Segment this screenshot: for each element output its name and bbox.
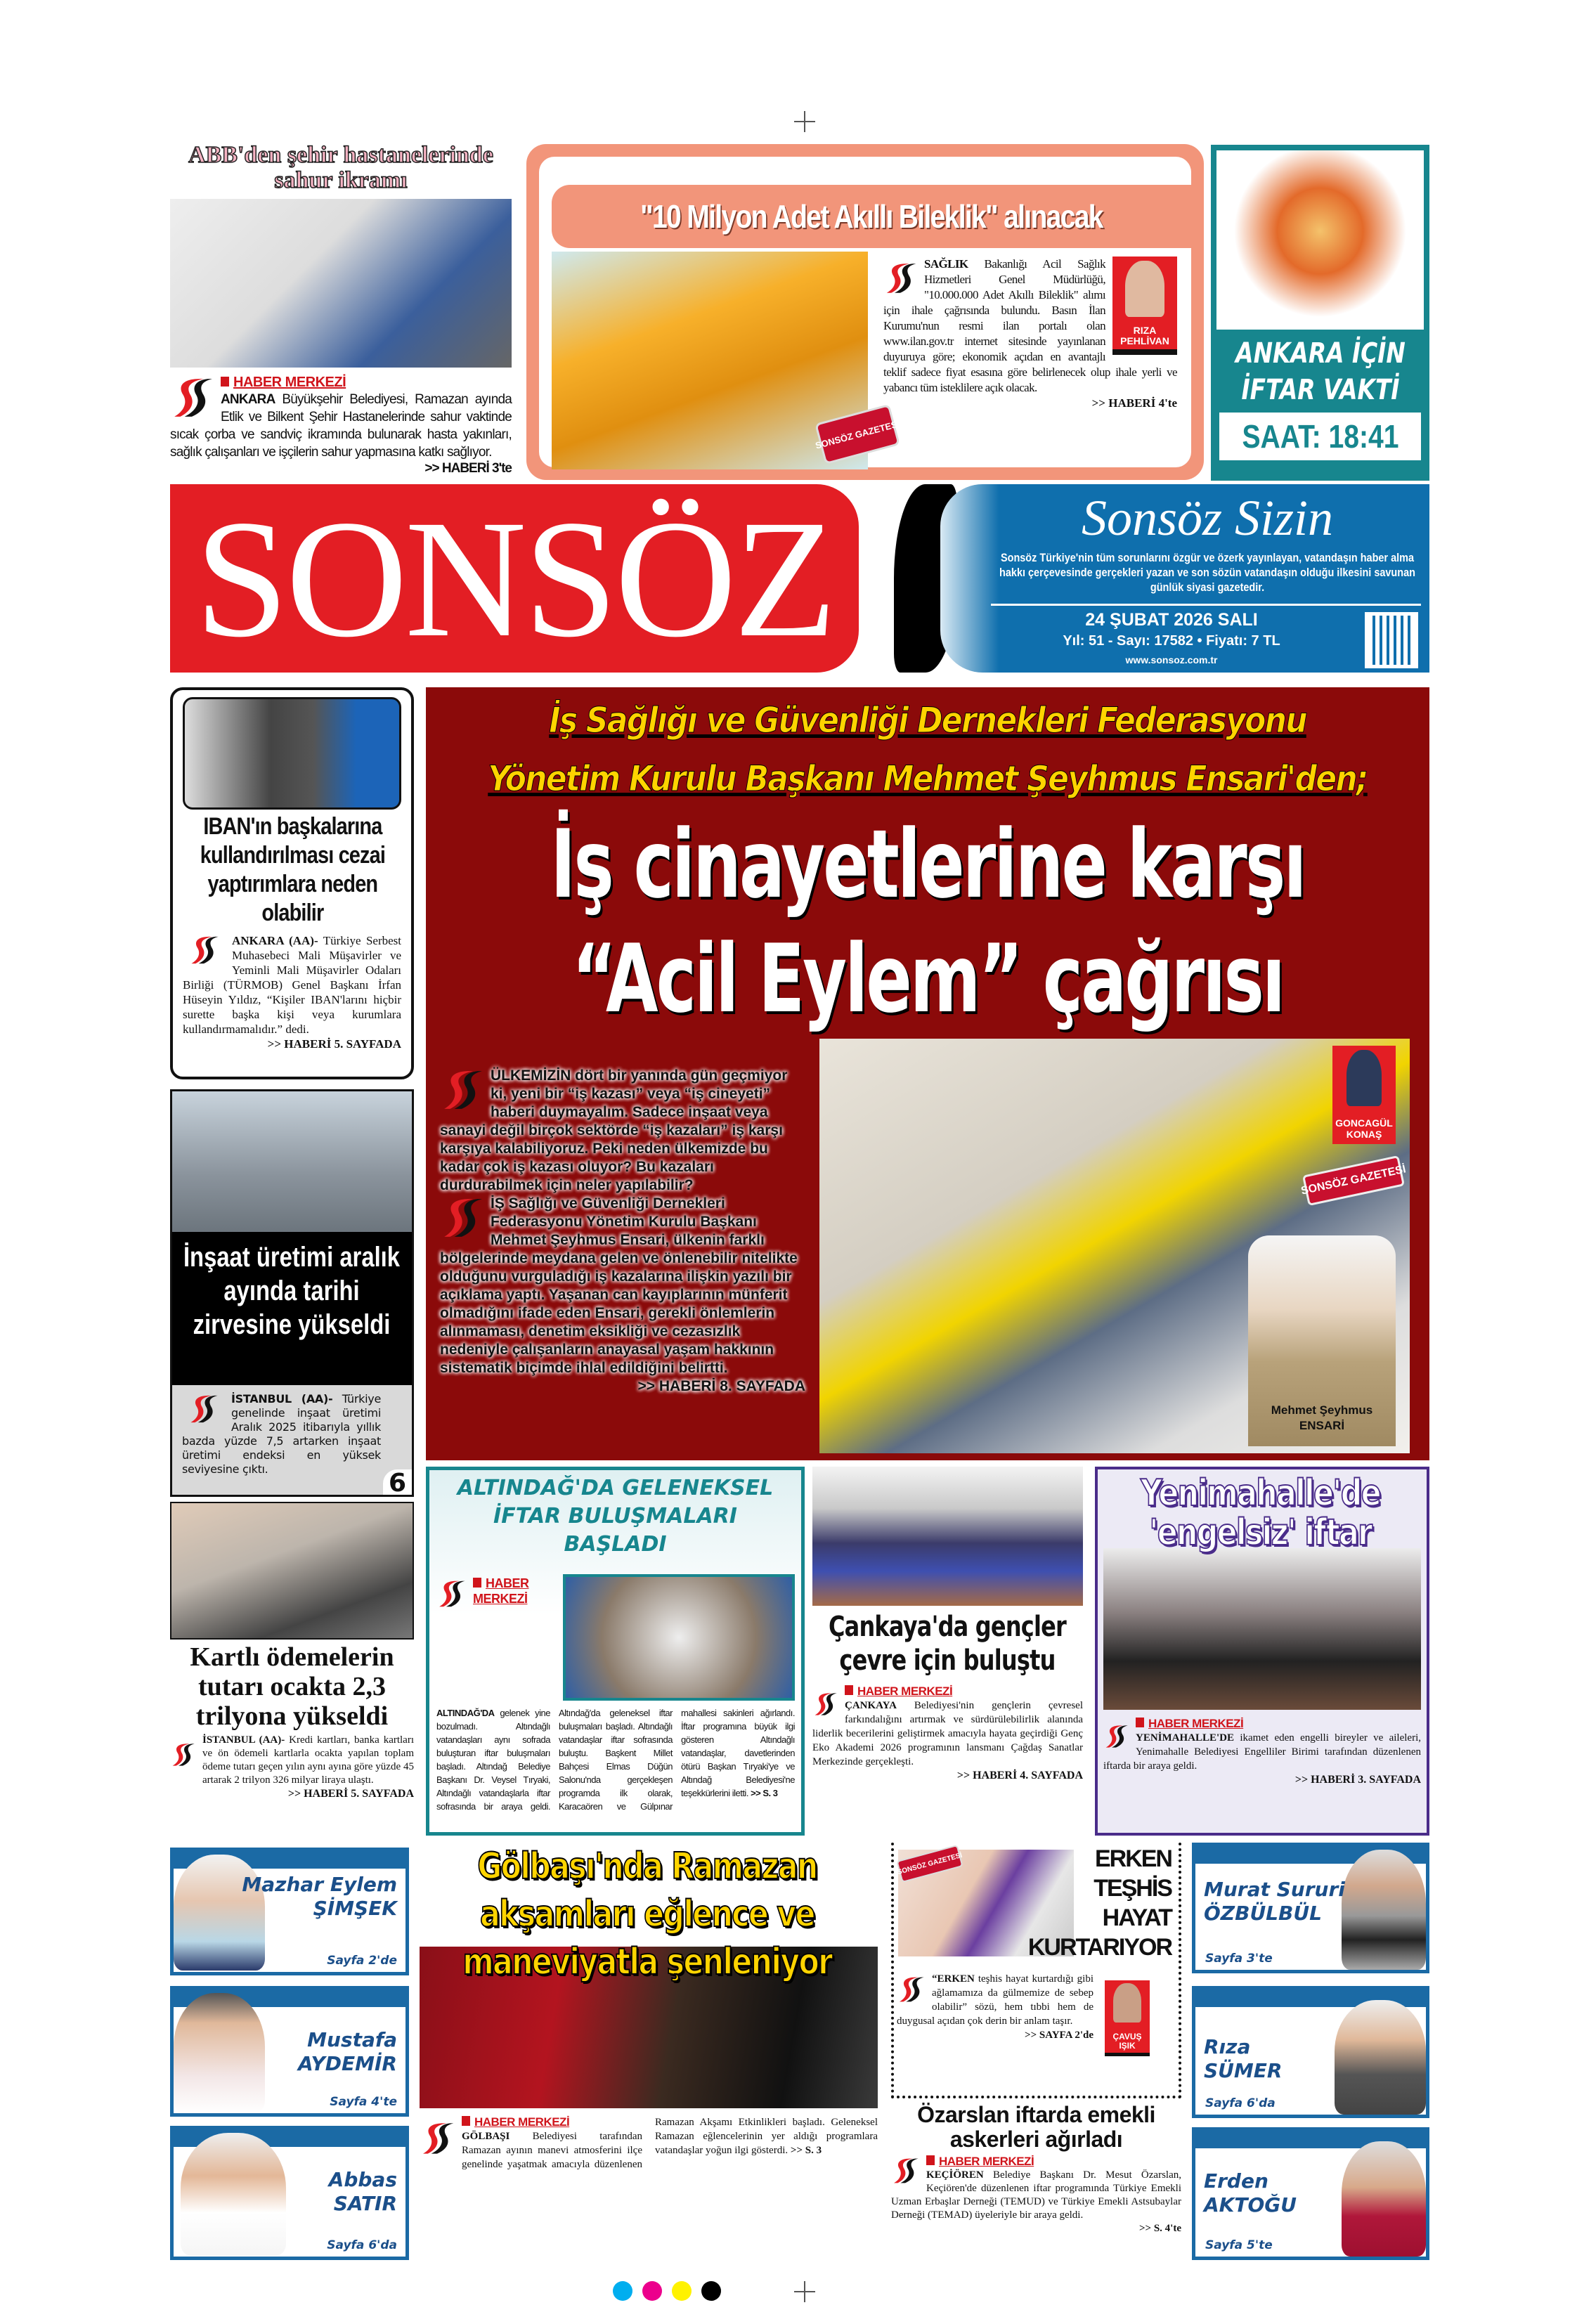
sonsoz-s-logo	[420, 2117, 455, 2160]
story-abb[interactable]	[170, 143, 512, 481]
sonsoz-s-logo	[183, 935, 225, 966]
headline-2: “Acil Eylem” çağrısı	[571, 924, 1284, 1034]
headline: Yenimahalle'de 'engelsiz' iftar	[1141, 1472, 1380, 1554]
masthead	[170, 484, 1429, 673]
story-kartli[interactable]	[170, 1502, 414, 1836]
columnist-card[interactable]	[1192, 1986, 1429, 2118]
byline: HABER MERKEZİ	[420, 2115, 642, 2129]
body: Büyükşehir Belediyesi, Ramazan ayında Etlik ve Bilkent Şehir Hastanelerinde sahur vaktinde sıcak çorba ve sandviç ikramında bulunarak hasta yakınları, sağlık çalışanları ve işçilerin sahur yapmasına katkı sağlıyor.	[170, 392, 512, 460]
reporter-name: RIZA PEHLİVAN	[1120, 325, 1169, 346]
reporter-badge	[1332, 1046, 1396, 1144]
byline: HABER MERKEZİ	[1103, 1717, 1421, 1731]
photo-caption: Mehmet Şeyhmus ENSARİ	[1271, 1403, 1373, 1432]
photo-pos-terminals	[170, 1502, 414, 1640]
paragraph-2: İŞ Sağlığı ve Güvenliği Dernekleri Federasyonu Yönetim Kurulu Başkanı Mehmet Şeyhmus Ensari, ülkenin farklı bölgelerinde meydana gelen ve önlenebilir nitelikte olduğunu vurguladığı iş kazalarına ilişkin yazılı bir açıklama yaptı. Yaşanan can kayıplarının münferit olmadığını ifade eden Ensari, gerekli önlemlerin alınmaması, denetim eksikliği ve cezasızlık nedeniyle çalışanların anayasal yaşam hakkının sistematik biçimde ihlal edildiğini belirtti.	[440, 1195, 798, 1376]
sonsoz-s-logo	[182, 1394, 224, 1424]
stamp-ozel-haber: SONSÖZ GAZETESİ	[815, 404, 900, 465]
reporter-name: GONCAGÜL KONAŞ	[1335, 1117, 1393, 1140]
columnist-first-name: Mazhar Eylem	[242, 1873, 397, 1896]
lead: ÜLKEMİZİN	[491, 1067, 571, 1084]
story-insaat[interactable]	[170, 1089, 414, 1497]
headline: Kartlı ödemelerin tutarı ocakta 2,3 trilyona yükseldi	[190, 1642, 394, 1731]
columnist-first-name: Erden	[1204, 2169, 1268, 2193]
columnist-page: Sayfa 5'te	[1205, 2238, 1273, 2252]
reporter-name: ÇAVUŞ IŞIK	[1112, 2032, 1142, 2051]
headline: ABB'den şehir hastanelerinde sahur ikramı	[188, 142, 493, 193]
columnist-card[interactable]	[170, 1986, 409, 2117]
iftar-line1: ANKARA İÇİN	[1235, 337, 1406, 370]
lead: GÖLBAŞI	[462, 2131, 510, 2142]
body: Türkiye Serbest Muhasebeci Mali Müşavirler ve Yeminli Mali Müşavirler Odaları Birliği (TÜRMOB) Genel Başkanı İrfan Hüseyin Yıldız, “Kişiler IBAN'larını hiçbir surette başka kişi veya kurumlara kullandırmamalıdır.” dedi.	[183, 934, 401, 1036]
columnist-card[interactable]	[1192, 1843, 1429, 1973]
body: Belediyesi'nin gençlerin çevresel farkındalığını artırmak ve sürdürülebilirlik alanında liderlik becerilerini geliştirmek amacıyla hayata geçirdiği Genç Eko Akademi 2026 programının lansmanı Çağdaş Sanatlar Merkezinde gerçekleşti.	[812, 1700, 1083, 1767]
byline: HABER MERKEZİ	[812, 1684, 1083, 1699]
iftar-line2: İFTAR VAKTİ	[1240, 374, 1400, 406]
body-columns	[436, 1706, 795, 1813]
columnist-card[interactable]	[170, 2126, 409, 2260]
body: Türkiye genelinde inşaat üretimi Aralık 2025 itibarıyla yıllık bazda yüzde 7,5 artarken inşaat üretimi endeksi en yüksek seviyesine çıktı.	[182, 1392, 381, 1476]
mission-statement: Sonsöz Türkiye'nin tüm sorunlarını özgür ve özerk yayınlayan, vatandaşın haber alma hakkı çerçevesinde gerçekleri yazan ve son sözün vatandaşın olduğu ilkesini savunan günlük siyasi gazetedir.	[999, 551, 1415, 594]
lead: ALTINDAĞ'DA	[436, 1708, 495, 1718]
columnist-first-name: Mustafa	[307, 2028, 397, 2051]
photo-turmob-president	[183, 697, 401, 810]
lead: KEÇİÖREN	[926, 2169, 984, 2181]
columnist-page: Sayfa 6'da	[1205, 2096, 1276, 2110]
body: gelenek yine bozulmadı. Altındağlı vatandaşları aynı sofrada buluşturan iftar buluşmaları başladı. Altındağ Belediye Başkanı Dr. Veysel Tıryaki, Altındağlı vatandaşlarla iftar sofrasında bir araya geldi. Altındağ'da geleneksel iftar buluşmaları başladı. Altındağlı vatandaşlar iftar sofrasında buluştu. Başkent Millet Bahçesi Elmas Düğün Salonu'nda gerçekleşen programda ilk olarak, Karacaören ve Gülpınar mahallesi sakinleri ağırlandı. İftar programına büyük ilgi gösteren Altındağlı vatandaşlar, davetlerinden ötürü Başkan Tıryaki'ye ve Altındağ Belediyesi'ne teşekkürlerini iletti.	[436, 1708, 795, 1812]
columnist-last-name: SATIR	[333, 2192, 397, 2215]
columnist-card[interactable]	[1192, 2127, 1429, 2260]
stamp-ozel-haber: SONSÖZ GAZETESİ	[896, 1845, 963, 1883]
stamp-ozel-haber: SONSÖZ GAZETESİ	[1302, 1155, 1405, 1206]
sonsoz-s-logo	[170, 1735, 195, 1774]
columnist-card[interactable]	[170, 1848, 409, 1975]
kicker-1: İş Sağlığı ve Güvenliği Dernekleri Federasyonu	[549, 700, 1306, 741]
body: teşhis hayat kurtardığı gibi ağlamamıza da gülmemize de sebep olabilir” sözü, hem tıbbi hem de duygusal açıdan çok derin bir anlam taşır.	[897, 1973, 1093, 2027]
columnist-photo	[1342, 2141, 1426, 2257]
columnist-first-name: Abbas	[328, 2168, 397, 2191]
body: ikamet eden engelli bireyler ve aileleri, Yenimahalle Belediyesi Engelliler Birimi tarafından düzenlenen iftarda bir araya geldi.	[1103, 1732, 1421, 1772]
sonsoz-s-logo	[436, 1577, 466, 1611]
story-altindag[interactable]	[426, 1467, 805, 1836]
columnist-last-name: ŞİMŞEK	[313, 1897, 397, 1920]
sonsoz-s-logo	[883, 258, 917, 299]
sonsoz-s-logo	[440, 1068, 484, 1112]
registration-mark-top	[794, 111, 815, 132]
ref-link[interactable]: >> S. 3	[790, 2145, 822, 2156]
kicker-2: Yönetim Kurulu Başkanı Mehmet Şeyhmus Ensari'den;	[488, 758, 1368, 799]
main-story[interactable]	[426, 687, 1429, 1460]
ref-link[interactable]: >> HABERİ 3'te	[424, 461, 512, 476]
sonsoz-s-logo	[170, 376, 214, 420]
ref-link[interactable]: >> HABERİ 3. SAYFADA	[1294, 1774, 1421, 1786]
qr-code[interactable]	[1365, 612, 1418, 668]
black-dot	[701, 2281, 721, 2301]
columnist-page: Sayfa 6'da	[327, 2238, 397, 2252]
byline: HABER MERKEZİ	[170, 375, 512, 391]
iftar-time-box	[1211, 145, 1429, 481]
story-bileklik[interactable]	[526, 144, 1204, 480]
headline: İnşaat üretimi aralık ayında tarihi zirvesine yükseldi	[183, 1242, 401, 1340]
story-cankaya[interactable]	[812, 1467, 1083, 1836]
ref-link[interactable]: >> S. 3	[751, 1788, 778, 1798]
columnist-last-name: AKTOĞU	[1204, 2193, 1297, 2216]
story-erken-teshis[interactable]	[891, 1843, 1181, 2098]
headline-1: İş cinayetlerine karşı	[550, 810, 1305, 919]
photo-youth-group	[812, 1467, 1083, 1606]
body: Kredi kartları, banka kartları ve ön ödemeli kartlarla ocakta yapılan toplam ödeme tutarı geçen yılın aynı ayına göre yüzde 45 artarak 2 trilyon 326 milyar liraya ulaştı.	[202, 1734, 415, 1786]
iftar-time: SAAT: 18:41	[1241, 418, 1399, 455]
sonsoz-s-logo	[897, 1973, 925, 2006]
headline: IBAN'ın başkalarına kullandırılması cezai yaptırımlara neden olabilir	[200, 813, 386, 926]
columnist-photo	[1335, 2000, 1426, 2115]
registration-mark-bottom	[794, 2281, 815, 2302]
lead: ANKARA (AA)-	[232, 934, 318, 947]
ref-link[interactable]: >> S. 4'te	[1138, 2223, 1181, 2234]
columnist-first-name: Murat Sururi	[1204, 1878, 1345, 1901]
ref-link[interactable]: >> SAYFA 2'de	[1025, 2030, 1093, 2041]
photo-sahur-van	[170, 199, 512, 368]
page-number: 6	[383, 1469, 412, 1497]
columnist-photo	[1342, 1850, 1426, 1970]
story-ozarslan[interactable]	[891, 2103, 1181, 2266]
slogan: Sonsöz Sizin	[1081, 490, 1334, 546]
lead: ANKARA	[221, 392, 275, 407]
headline: ALTINDAĞ'DA GELENEKSEL İFTAR BULUŞMALARI BAŞLADI	[457, 1476, 774, 1557]
headline-line: KURTARIYOR	[1027, 1934, 1172, 1961]
body: Belediyesi tarafından Ramazan ayının manevi atmosferini ilçe genelinde yaşatmak amacıyla düzenlenen Ramazan Akşamı Etkinlikleri başladı. Geleneksel Ramazan eğlencelerinin yer aldığı programlara vatandaşlar yoğun ilgi gösterdi.	[462, 2117, 878, 2170]
lead: “ERKEN	[932, 1973, 975, 1985]
sonsoz-s-logo	[812, 1686, 838, 1722]
ref-link[interactable]: >> HABERİ 4. SAYFADA	[956, 1770, 1083, 1781]
lead: İSTANBUL (AA)-	[231, 1392, 333, 1406]
logo[interactable]: SONSÖZ	[170, 484, 859, 673]
color-registration-dots	[613, 2281, 721, 2301]
story-yenimahalle[interactable]	[1095, 1467, 1429, 1836]
lead: İSTANBUL (AA)-	[202, 1734, 285, 1746]
columnist-first-name: Rıza	[1204, 2035, 1251, 2058]
issue-date: 24 ŞUBAT 2026 SALI	[1085, 610, 1258, 630]
headline: Gölbaşı'nda Ramazan akşamları eğlence ve maneviyatla şenleniyor	[462, 1845, 832, 1983]
sonsoz-s-logo	[1103, 1718, 1129, 1755]
columnist-page: Sayfa 3'te	[1205, 1952, 1273, 1966]
columnist-page: Sayfa 2'de	[327, 1954, 397, 1968]
headline-line: ERKEN	[1094, 1845, 1172, 1872]
byline: HABER MERKEZİ	[436, 1576, 557, 1606]
lead: YENİMAHALLE'DE	[1136, 1732, 1235, 1744]
cyan-dot	[613, 2281, 632, 2301]
columnist-photo	[181, 2133, 286, 2256]
story-iban[interactable]	[170, 687, 414, 1079]
ref-link[interactable]: >> HABERİ 4'te	[1091, 396, 1177, 410]
columnist-last-name: ÖZBÜLBÜL	[1204, 1902, 1322, 1925]
website[interactable]: www.sonsoz.com.tr	[1125, 654, 1218, 666]
ref-link[interactable]: >> HABERİ 5. SAYFADA	[287, 1788, 414, 1800]
columnist-photo	[174, 1993, 265, 2112]
body: Belediye Başkanı Dr. Mesut Özarslan, Keçiören'de düzenlenen iftar programında Türkiye Emekli Uzman Erbaşlar Derneği (TEMUD) ve Türkiye Emekli Astsubaylar Derneği (TEMAD) üyeleriyle bir araya geldi.	[891, 2169, 1181, 2221]
byline: HABER MERKEZİ	[891, 2155, 1181, 2169]
reporter-badge	[1112, 257, 1177, 355]
lead: SAĞLIK	[924, 257, 968, 271]
headline-line: HAYAT	[1102, 1904, 1172, 1931]
headline: "10 Milyon Adet Akıllı Bileklik" alınacak	[640, 198, 1103, 235]
photo-iftar-table	[1103, 1548, 1421, 1710]
body: Bakanlığı Acil Sağlık Hizmetleri Genel Müdürlüğü, "10.000.000 Adet Akıllı Bileklik" alımı için ihale çağrısında bulundu. Basın İlan Kurumu'nun resmi ilan portalı olan www.ilan.gov.tr internet sitesinde yayınlanan duyuruya göre; ekonomik açıdan en avantajlı teklif sadece fiyat esasına göre belirlenecek olup ihale yerli ve yabancı tüm isteklilere açık olacak.	[883, 257, 1177, 394]
photo-iftar-hall	[563, 1574, 795, 1701]
columnist-last-name: AYDEMİR	[298, 2052, 397, 2075]
photo-construction-workers	[172, 1091, 412, 1232]
ref-link[interactable]: >> HABERİ 5. SAYFADA	[267, 1037, 401, 1051]
ref-link[interactable]: >> HABERİ 8. SAYFADA	[637, 1378, 805, 1394]
story-golbasi[interactable]	[420, 1843, 880, 2264]
sonsoz-s-logo	[891, 2155, 919, 2187]
headline-line: TEŞHİS	[1093, 1875, 1172, 1902]
issue-info: Yıl: 51 - Sayı: 17582 • Fiyatı: 7 TL	[1063, 633, 1280, 649]
reporter-badge	[1105, 1980, 1150, 2056]
body: dört bir yanında gün geçmiyor ki, yeni bir “iş kazası” veya “iş cineyeti” haberi duymayalım. Sadece inşaat veya sanayi değil birçok sektörde “iş kazaları” iş karşı karşıya kalabiliyoruz. Peki neden ülkemizde bu kadar çok iş kazası oluyor? Bu kazaları durdurabilmek için neler yapılabilir?	[440, 1067, 788, 1193]
headline: Çankaya'da gençler çevre için buluştu	[828, 1611, 1067, 1677]
paragraph-1	[440, 1067, 805, 1195]
ramadan-illustration	[1216, 150, 1424, 330]
columnist-page: Sayfa 4'te	[330, 2095, 397, 2109]
lead: ÇANKAYA	[845, 1700, 897, 1711]
magenta-dot	[642, 2281, 662, 2301]
columnist-last-name: SÜMER	[1204, 2059, 1283, 2082]
yellow-dot	[672, 2281, 692, 2301]
sonsoz-s-logo	[440, 1196, 484, 1240]
headline: Özarslan iftarda emekli askerleri ağırladı	[917, 2102, 1155, 2152]
